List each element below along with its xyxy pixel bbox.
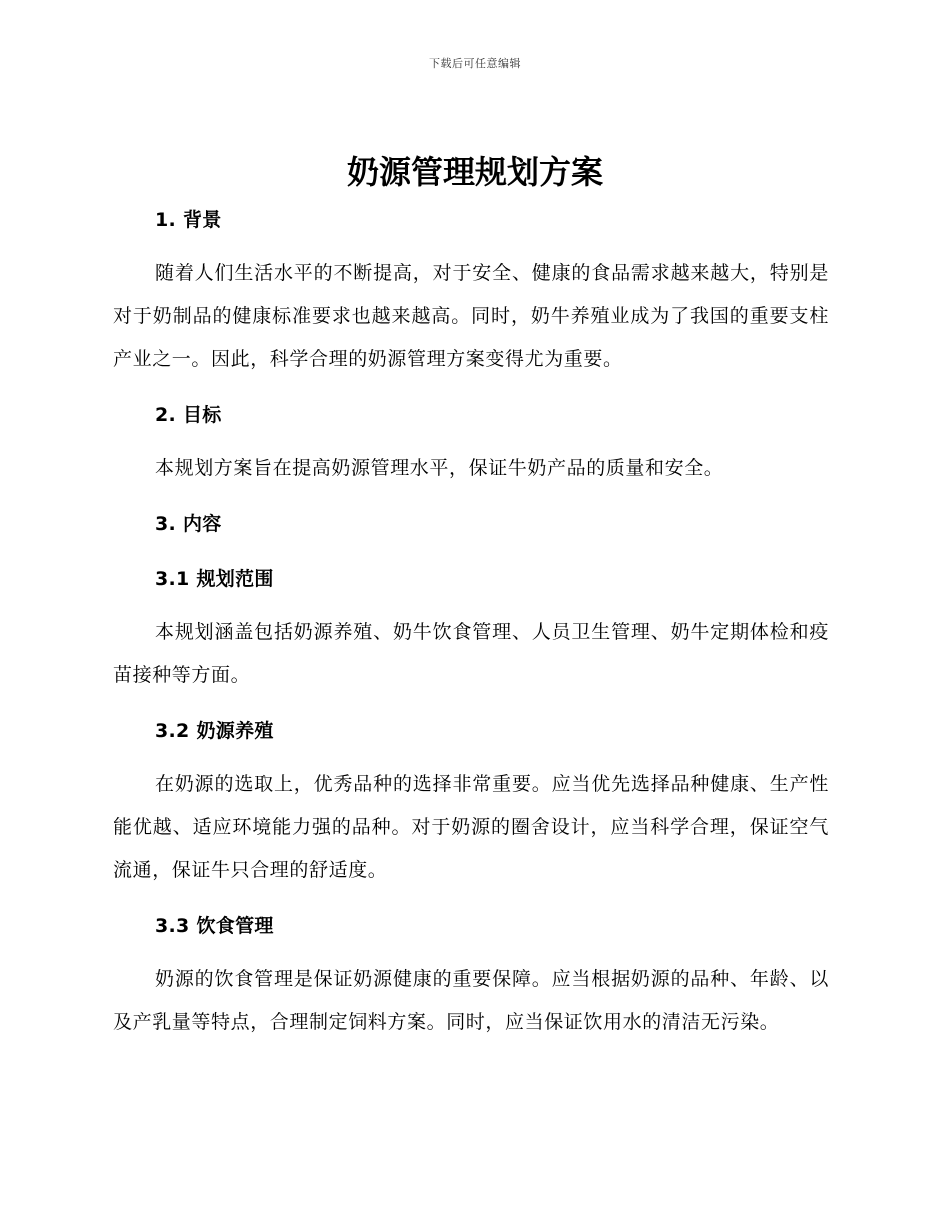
spacer xyxy=(113,947,829,958)
section-heading-background: 1. 背景 xyxy=(155,209,222,231)
spacer xyxy=(113,241,829,252)
spacer xyxy=(113,892,829,905)
paragraph-scope: 本规划涵盖包括奶源养殖、奶牛饮食管理、人员卫生管理、奶牛定期体检和疫苗接种等方面。 xyxy=(113,621,829,686)
paragraph-breeding: 在奶源的选取上，优秀品种的选择非常重要。应当优先选择品种健康、生产性能优越、适应环境能力强的品种。对于奶源的圈舍设计，应当科学合理，保证空气流通，保证牛只合理的舒适度。 xyxy=(113,773,829,881)
header-note: 下载后可任意编辑 xyxy=(429,57,521,70)
section-heading-diet: 3.3 饮食管理 xyxy=(155,915,274,937)
paragraph-goal: 本规划方案旨在提高奶源管理水平，保证牛奶产品的质量和安全。 xyxy=(155,457,724,479)
spacer xyxy=(113,600,829,611)
spacer xyxy=(113,436,829,447)
spacer xyxy=(113,752,829,763)
paragraph-background: 随着人们生活水平的不断提高，对于安全、健康的食品需求越来越大，特别是对于奶制品的健康标准要求也越来越高。同时，奶牛养殖业成为了我国的重要支柱产业之一。因此，科学合理的奶源管理方案变得尤为重要。 xyxy=(113,262,829,370)
section-heading-breeding: 3.2 奶源养殖 xyxy=(155,720,274,742)
section-heading-goal: 2. 目标 xyxy=(155,404,222,426)
spacer xyxy=(113,545,829,558)
document-body xyxy=(113,199,829,1044)
spacer xyxy=(113,697,829,710)
paragraph-diet: 奶源的饮食管理是保证奶源健康的重要保障。应当根据奶源的品种、年龄、以及产乳量等特点，合理制定饲料方案。同时，应当保证饮用水的清洁无污染。 xyxy=(113,968,829,1033)
spacer xyxy=(113,381,829,394)
spacer xyxy=(113,490,829,503)
document-title: 奶源管理规划方案 xyxy=(346,153,603,191)
section-heading-scope: 3.1 规划范围 xyxy=(155,568,274,590)
section-heading-content: 3. 内容 xyxy=(155,513,222,535)
